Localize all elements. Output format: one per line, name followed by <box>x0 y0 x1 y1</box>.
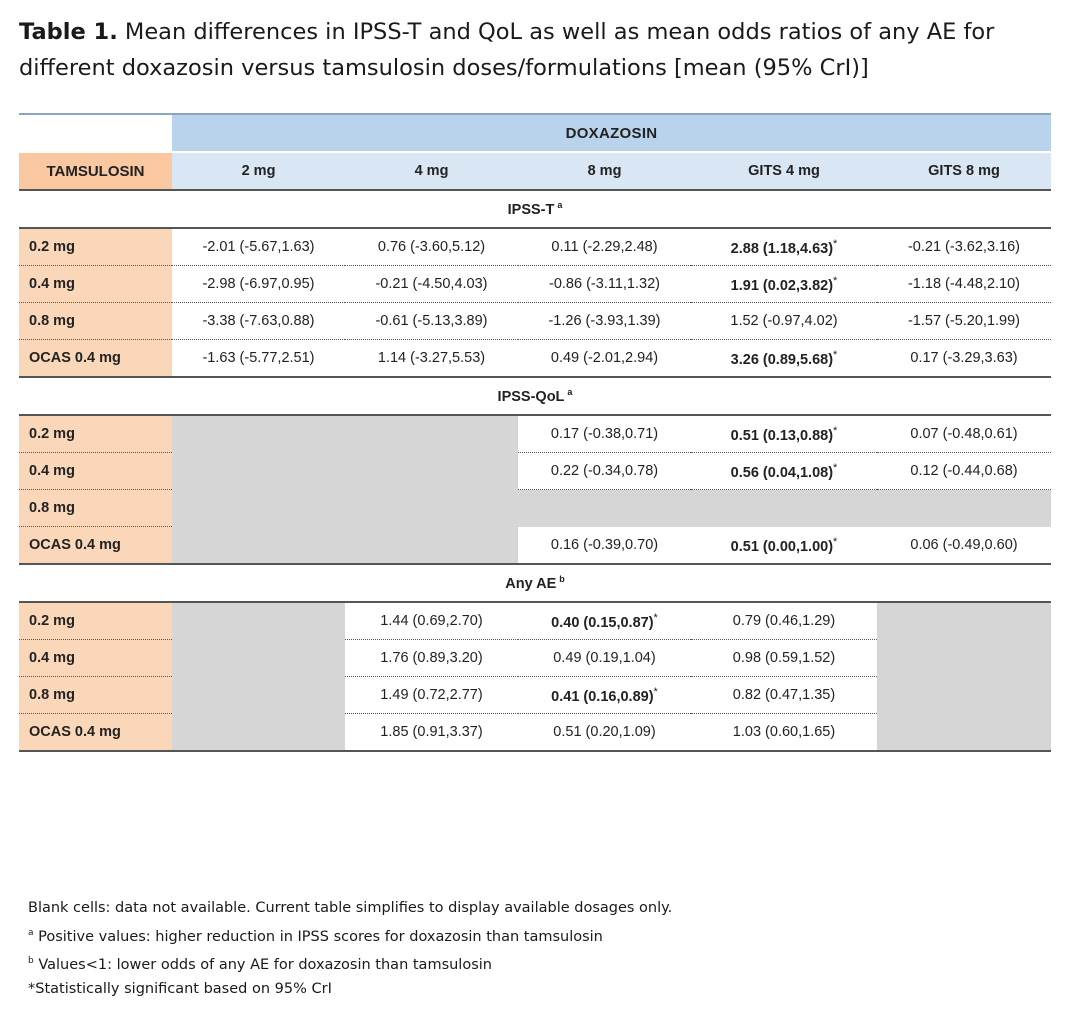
data-cell: 1.44 (0.69,2.70) <box>345 602 518 640</box>
dose-header-cell: GITS 4 mg <box>691 152 877 190</box>
data-cell: 0.40 (0.15,0.87) * <box>518 602 691 640</box>
blank-cell <box>877 490 1051 527</box>
footnote-text: Blank cells: data not available. Current table simplifies to display available dosages only. <box>28 900 673 916</box>
data-cell: 0.41 (0.16,0.89) * <box>518 677 691 714</box>
tamsulosin-dose-label: 0.4 mg <box>19 453 172 490</box>
table-row <box>19 303 1051 340</box>
blank-cell <box>172 453 345 490</box>
table-row <box>19 453 1051 490</box>
table-row <box>19 714 1051 752</box>
data-cell: 0.76 (-3.60,5.12) <box>345 228 518 266</box>
blank-cell <box>345 415 518 453</box>
dose-header-cell: 4 mg <box>345 152 518 190</box>
footnote-line <box>28 949 1068 977</box>
table-row <box>19 228 1051 266</box>
data-cell: 0.51 (0.20,1.09) <box>518 714 691 752</box>
footnote-text: Values<1: lower odds of any AE for doxazosin than tamsulosin <box>33 956 492 973</box>
doxazosin-header: DOXAZOSIN <box>172 114 1051 152</box>
data-cell: -1.57 (-5.20,1.99) <box>877 303 1051 340</box>
blank-cell <box>172 640 345 677</box>
tamsulosin-dose-label: OCAS 0.4 mg <box>19 714 172 752</box>
blank-cell <box>345 527 518 565</box>
tamsulosin-dose-label: OCAS 0.4 mg <box>19 340 172 378</box>
table-footnotes <box>28 896 1068 1002</box>
blank-cell <box>518 490 691 527</box>
section-title-text: IPSS-T <box>507 201 555 218</box>
section-title <box>19 190 1051 228</box>
table-row <box>19 490 1051 527</box>
data-cell: 1.76 (0.89,3.20) <box>345 640 518 677</box>
section-header-row <box>19 377 1051 415</box>
tamsulosin-dose-label: OCAS 0.4 mg <box>19 527 172 565</box>
table-row <box>19 677 1051 714</box>
blank-cell <box>877 640 1051 677</box>
section-header-row <box>19 564 1051 602</box>
data-cell: 0.79 (0.46,1.29) <box>691 602 877 640</box>
table-row <box>19 527 1051 565</box>
footnote-mark: b <box>559 574 565 585</box>
tamsulosin-dose-label: 0.8 mg <box>19 490 172 527</box>
section-title-text: Any AE <box>505 575 557 592</box>
doxazosin-header-row <box>19 114 1051 152</box>
table-caption <box>19 14 1069 86</box>
footnote-text: *Statistically significant based on 95% CrI <box>28 981 332 998</box>
data-cell: 0.12 (-0.44,0.68) <box>877 453 1051 490</box>
blank-cell <box>877 677 1051 714</box>
data-cell: -1.18 (-4.48,2.10) <box>877 266 1051 303</box>
dose-header-cell: 2 mg <box>172 152 345 190</box>
table-row <box>19 266 1051 303</box>
caption-text: Mean differences in IPSS-T and QoL as well as mean odds ratios of any AE for different doxazosin versus tamsulosin doses/formulations [mean (95% CrI)] <box>19 19 995 81</box>
data-cell: 1.14 (-3.27,5.53) <box>345 340 518 378</box>
data-cell: 0.16 (-0.39,0.70) <box>518 527 691 565</box>
tamsulosin-dose-label: 0.4 mg <box>19 640 172 677</box>
blank-cell <box>172 415 345 453</box>
data-cell: 0.98 (0.59,1.52) <box>691 640 877 677</box>
data-cell: -3.38 (-7.63,0.88) <box>172 303 345 340</box>
data-cell: -0.86 (-3.11,1.32) <box>518 266 691 303</box>
tamsulosin-header: TAMSULOSIN <box>19 152 172 190</box>
data-cell: 0.82 (0.47,1.35) <box>691 677 877 714</box>
footnote-line <box>28 977 1068 1002</box>
data-cell: 2.88 (1.18,4.63) * <box>691 228 877 266</box>
header-corner <box>19 114 172 152</box>
footnote-line <box>28 896 1068 921</box>
blank-cell <box>691 490 877 527</box>
blank-cell <box>345 490 518 527</box>
data-cell: 0.51 (0.13,0.88) * <box>691 415 877 453</box>
data-cell: 0.49 (-2.01,2.94) <box>518 340 691 378</box>
section-title-text: IPSS-QoL <box>497 388 565 405</box>
section-header-row <box>19 190 1051 228</box>
data-cell: 0.56 (0.04,1.08) * <box>691 453 877 490</box>
data-cell: 1.85 (0.91,3.37) <box>345 714 518 752</box>
data-cell: -0.21 (-4.50,4.03) <box>345 266 518 303</box>
blank-cell <box>172 602 345 640</box>
tamsulosin-dose-label: 0.2 mg <box>19 602 172 640</box>
blank-cell <box>877 714 1051 752</box>
footnote-line <box>28 921 1068 949</box>
data-cell: 0.51 (0.00,1.00) * <box>691 527 877 565</box>
data-cell: -0.21 (-3.62,3.16) <box>877 228 1051 266</box>
table-row <box>19 602 1051 640</box>
blank-cell <box>877 602 1051 640</box>
data-cell: -0.61 (-5.13,3.89) <box>345 303 518 340</box>
tamsulosin-dose-label: 0.8 mg <box>19 303 172 340</box>
section-title <box>19 564 1051 602</box>
data-cell: -2.98 (-6.97,0.95) <box>172 266 345 303</box>
blank-cell <box>172 527 345 565</box>
footnote-mark: a <box>28 927 34 938</box>
data-cell: 1.52 (-0.97,4.02) <box>691 303 877 340</box>
footnote-mark: b <box>28 955 34 966</box>
footnote-mark: a <box>557 200 563 211</box>
data-cell: 0.11 (-2.29,2.48) <box>518 228 691 266</box>
data-cell: -1.26 (-3.93,1.39) <box>518 303 691 340</box>
table-row <box>19 340 1051 378</box>
tamsulosin-dose-label: 0.2 mg <box>19 415 172 453</box>
footnote-text: Positive values: higher reduction in IPSS scores for doxazosin than tamsulosin <box>33 928 603 945</box>
table-row <box>19 415 1051 453</box>
data-cell: 1.03 (0.60,1.65) <box>691 714 877 752</box>
data-cell: -1.63 (-5.77,2.51) <box>172 340 345 378</box>
tamsulosin-dose-label: 0.8 mg <box>19 677 172 714</box>
data-cell: 1.49 (0.72,2.77) <box>345 677 518 714</box>
section-title <box>19 377 1051 415</box>
table-row <box>19 640 1051 677</box>
blank-cell <box>172 490 345 527</box>
results-table <box>19 113 1051 752</box>
dose-header-row <box>19 152 1051 190</box>
footnote-mark: a <box>567 387 573 398</box>
data-cell: 0.49 (0.19,1.04) <box>518 640 691 677</box>
tamsulosin-dose-label: 0.4 mg <box>19 266 172 303</box>
data-cell: 1.91 (0.02,3.82) * <box>691 266 877 303</box>
data-cell: 0.06 (-0.49,0.60) <box>877 527 1051 565</box>
data-cell: 0.17 (-3.29,3.63) <box>877 340 1051 378</box>
blank-cell <box>345 453 518 490</box>
data-cell: -2.01 (-5.67,1.63) <box>172 228 345 266</box>
tamsulosin-dose-label: 0.2 mg <box>19 228 172 266</box>
dose-header-cell: GITS 8 mg <box>877 152 1051 190</box>
data-cell: 3.26 (0.89,5.68) * <box>691 340 877 378</box>
blank-cell <box>172 677 345 714</box>
data-cell: 0.22 (-0.34,0.78) <box>518 453 691 490</box>
data-cell: 0.07 (-0.48,0.61) <box>877 415 1051 453</box>
dose-header-cell: 8 mg <box>518 152 691 190</box>
caption-label: Table 1. <box>19 19 118 45</box>
data-cell: 0.17 (-0.38,0.71) <box>518 415 691 453</box>
blank-cell <box>172 714 345 752</box>
